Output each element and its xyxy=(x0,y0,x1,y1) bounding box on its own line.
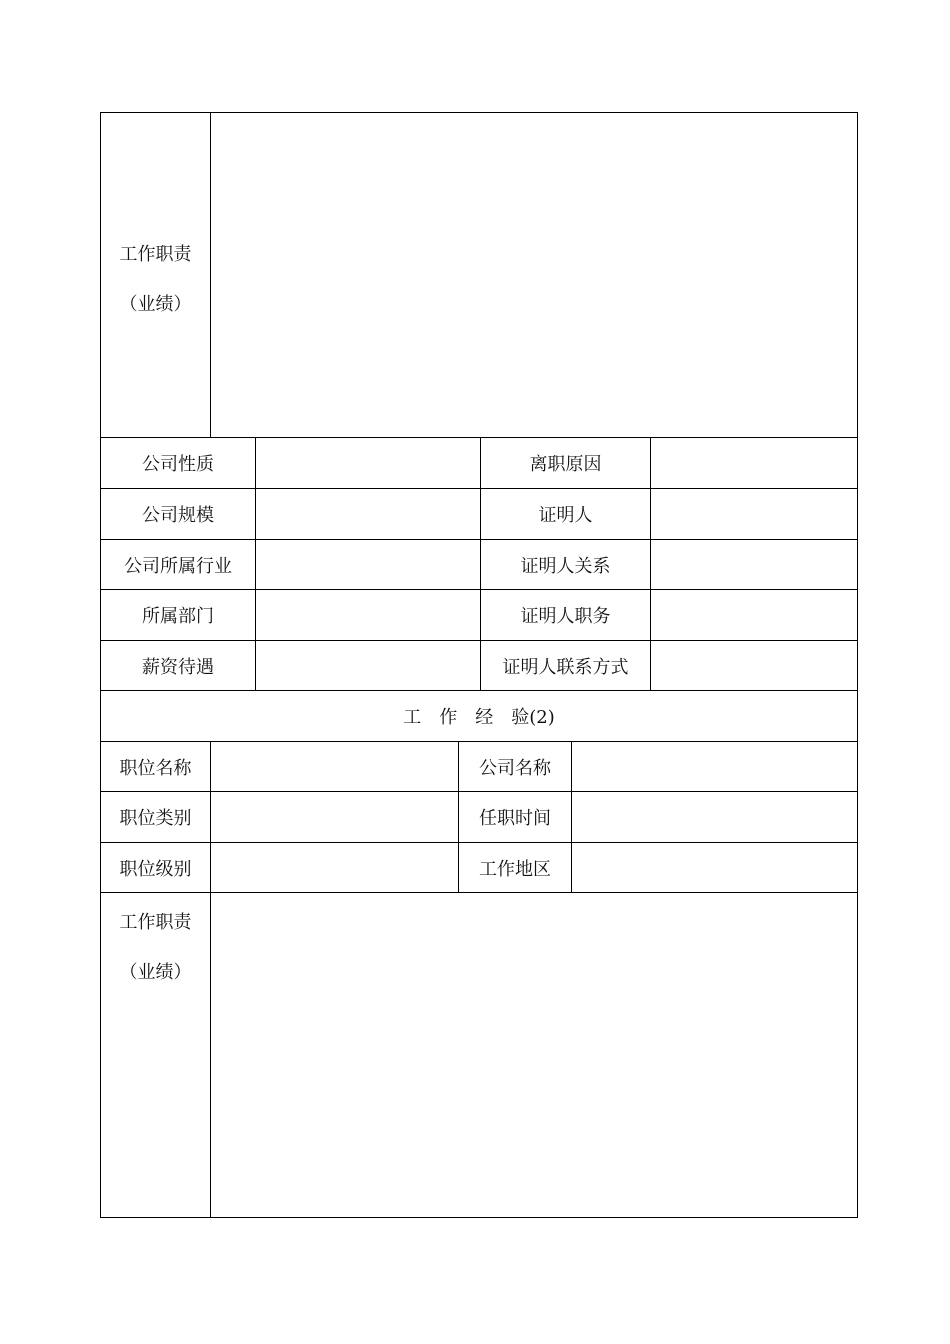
info-row xyxy=(101,540,857,590)
info-row xyxy=(101,641,857,691)
duty-value-field[interactable] xyxy=(211,893,857,1217)
leave-reason-value[interactable] xyxy=(651,438,857,488)
duty-label-line1: 工作职责 xyxy=(119,912,192,933)
duty-label-line2: （业绩） xyxy=(119,294,192,315)
position-row xyxy=(101,792,857,843)
duty-label-line1: 工作职责 xyxy=(119,244,192,265)
company-size-label: 公司规模 xyxy=(101,489,256,539)
company-size-value[interactable] xyxy=(256,489,481,539)
section-title-char: 经 xyxy=(475,707,494,728)
company-nature-label: 公司性质 xyxy=(101,438,256,488)
company-industry-value[interactable] xyxy=(256,540,481,589)
company-nature-value[interactable] xyxy=(256,438,481,488)
duty-label-line2: （业绩） xyxy=(119,962,192,983)
company-name-value[interactable] xyxy=(572,742,857,791)
section-title-char: 作 xyxy=(439,707,458,728)
position-category-value[interactable] xyxy=(211,792,459,842)
reference-relation-value[interactable] xyxy=(651,540,857,589)
position-name-label: 职位名称 xyxy=(101,742,211,791)
reference-title-label: 证明人职务 xyxy=(481,590,651,640)
info-row xyxy=(101,438,857,489)
resume-work-experience-table xyxy=(100,112,858,1218)
duty-value-field[interactable] xyxy=(211,113,857,437)
position-level-value[interactable] xyxy=(211,843,459,892)
duty-label-cell xyxy=(101,893,211,1217)
section-title xyxy=(101,691,857,741)
department-label: 所属部门 xyxy=(101,590,256,640)
reference-relation-label: 证明人关系 xyxy=(481,540,651,589)
reference-contact-label: 证明人联系方式 xyxy=(481,641,651,690)
salary-value[interactable] xyxy=(256,641,481,690)
salary-label: 薪资待遇 xyxy=(101,641,256,690)
reference-person-value[interactable] xyxy=(651,489,857,539)
position-level-label: 职位级别 xyxy=(101,843,211,892)
position-row xyxy=(101,843,857,893)
reference-person-label: 证明人 xyxy=(481,489,651,539)
duty-row-2 xyxy=(101,893,857,1217)
position-name-value[interactable] xyxy=(211,742,459,791)
company-name-label: 公司名称 xyxy=(459,742,572,791)
duty-row-1 xyxy=(101,113,857,438)
work-region-value[interactable] xyxy=(572,843,857,892)
department-value[interactable] xyxy=(256,590,481,640)
duty-label-cell xyxy=(101,113,211,437)
section-header-row xyxy=(101,691,857,742)
tenure-value[interactable] xyxy=(572,792,857,842)
info-row xyxy=(101,489,857,540)
tenure-label: 任职时间 xyxy=(459,792,572,842)
section-title-char: 验(2) xyxy=(511,707,555,728)
info-row xyxy=(101,590,857,641)
company-industry-label: 公司所属行业 xyxy=(101,540,256,589)
position-row xyxy=(101,742,857,792)
reference-title-value[interactable] xyxy=(651,590,857,640)
leave-reason-label: 离职原因 xyxy=(481,438,651,488)
work-region-label: 工作地区 xyxy=(459,843,572,892)
position-category-label: 职位类别 xyxy=(101,792,211,842)
section-title-char: 工 xyxy=(403,707,422,728)
reference-contact-value[interactable] xyxy=(651,641,857,690)
